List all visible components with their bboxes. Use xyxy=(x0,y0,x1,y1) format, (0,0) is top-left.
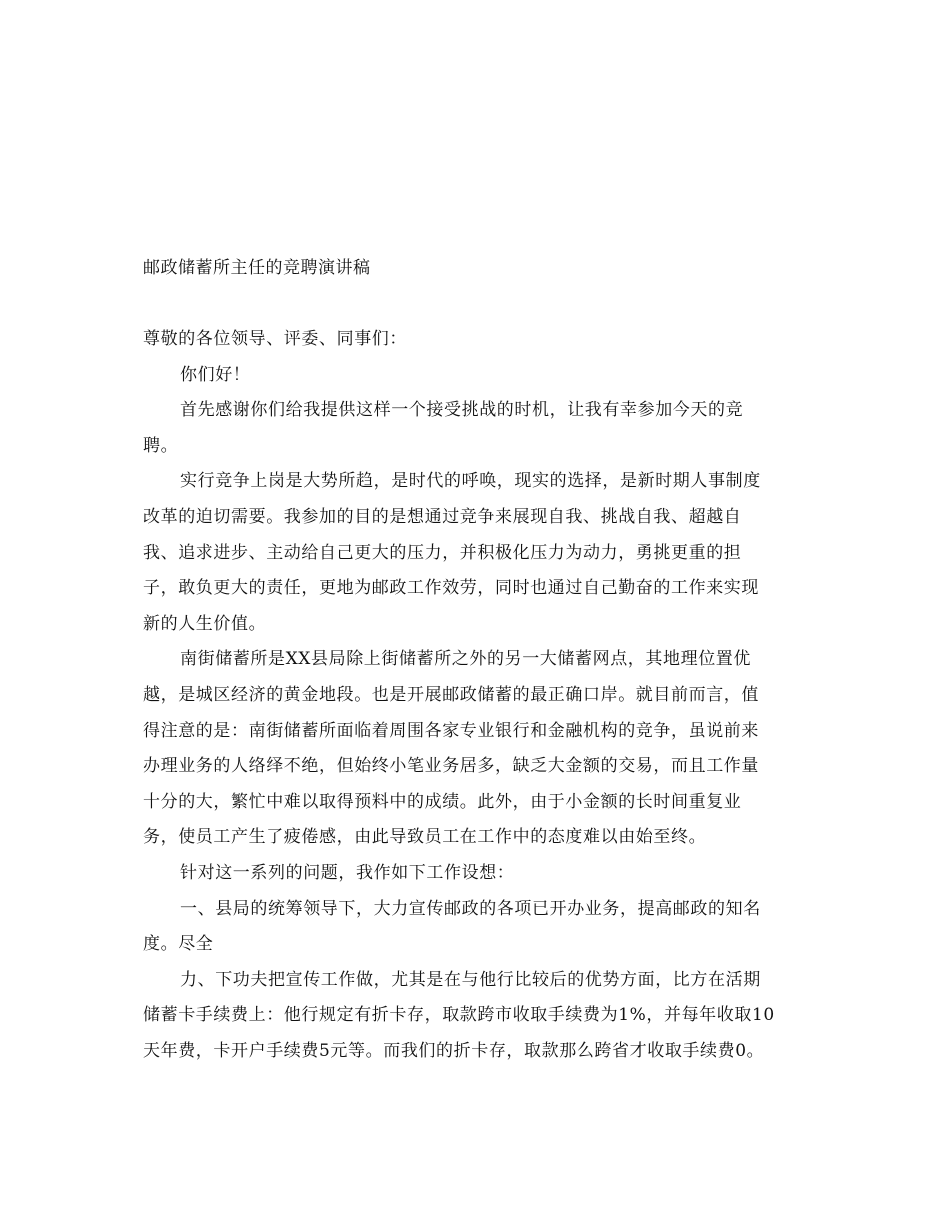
salutation-line: 尊敬的各位领导、评委、同事们： xyxy=(143,329,407,349)
paragraph-line: 越，是城区经济的黄金地段。也是开展邮政储蓄的最正确口岸。就目前而言，值 xyxy=(143,684,759,705)
paragraph-line: 新的人生价值。 xyxy=(143,613,267,634)
paragraph-line: 务，使员工产生了疲倦感，由此导致员工在工作中的态度难以由始至终。 xyxy=(143,827,707,848)
paragraph-line: 一、县局的统筹领导下，大力宣传邮政的各项已开办业务，提高邮政的知名 xyxy=(180,898,761,919)
paragraph-line: 十分的大，繁忙中难以取得预料中的成绩。此外，由于小金额的长时间重复业 xyxy=(143,791,742,812)
paragraph-line: 首先感谢你们给我提供这样一个接受挑战的时机，让我有幸参加今天的竞 xyxy=(180,400,744,421)
paragraph-line: 力、下功夫把宣传工作做，尤其是在与他行比较后的优势方面，比方在活期 xyxy=(180,969,761,990)
paragraph-line: 你们好！ xyxy=(180,364,251,385)
paragraph-line: 改革的迫切需要。我参加的目的是想通过竞争来展现自我、挑战自我、超越自 xyxy=(143,506,742,527)
paragraph-line: 办理业务的人络绎不绝，但始终小笔业务居多，缺乏大金额的交易，而且工作量 xyxy=(143,756,759,777)
paragraph-line: 天年费，卡开户手续费5元等。而我们的折卡存，取款那么跨省才收取手续费0。 xyxy=(143,1040,765,1061)
paragraph-line: 实行竞争上岗是大势所趋，是时代的呼唤，现实的选择，是新时期人事制度 xyxy=(180,471,761,492)
paragraph-line: 我、追求进步、主动给自己更大的压力，并积极化压力为动力，勇挑更重的担 xyxy=(143,542,742,563)
document-title: 邮政储蓄所主任的竞聘演讲稿 xyxy=(143,258,371,278)
paragraph-line: 子，敢负更大的责任，更地为邮政工作效劳，同时也通过自己勤奋的工作来实现 xyxy=(143,578,759,599)
document-body xyxy=(143,322,808,1069)
paragraph-line: 南街储蓄所是XX县局除上街储蓄所之外的另一大储蓄网点，其地理位置优 xyxy=(180,649,752,670)
paragraph-line: 得注意的是：南街储蓄所面临着周围各家专业银行和金融机构的竞争，虽说前来 xyxy=(143,720,759,741)
paragraph-line: 储蓄卡手续费上：他行规定有折卡存，取款跨市收取手续费为1%，并每年收取10 xyxy=(143,1005,775,1026)
paragraph-line: 针对这一系列的问题，我作如下工作设想： xyxy=(180,862,515,883)
paragraph-line: 度。尽全 xyxy=(143,934,214,955)
paragraph-line: 聘。 xyxy=(143,435,179,456)
